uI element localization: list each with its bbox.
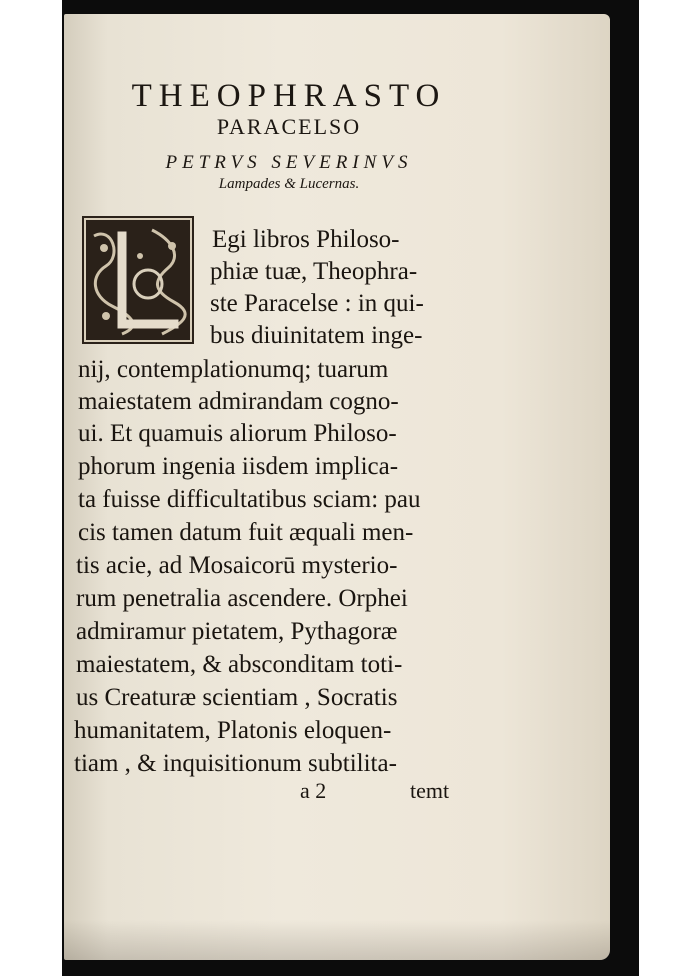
text-line: maiestatem admirandam cogno-: [78, 388, 399, 415]
text-line: ste Paracelse : in qui-: [210, 290, 424, 317]
text-line: humanitatem, Platonis eloquen-: [74, 717, 392, 744]
text-line: phiæ tuæ, Theophra-: [210, 258, 418, 285]
text-line: tis acie, ad Mosaicorū mysterio-: [76, 552, 398, 579]
text-line: bus diuinitatem inge-: [210, 322, 423, 349]
text-line: phorum ingenia iisdem implica-: [78, 453, 399, 480]
text-line: ui. Et quamuis aliorum Philoso-: [78, 420, 397, 447]
text-line: nij, contemplationumq; tuarum: [78, 356, 389, 383]
text-line: cis tamen datum fuit æquali men-: [78, 519, 414, 546]
text-line: us Creaturæ scientiam , Socratis: [76, 684, 398, 711]
ornament-icon: [82, 216, 194, 344]
title-line-2: PARACELSO: [216, 114, 362, 139]
text-line: Egi libros Philoso-: [212, 226, 400, 253]
text-line: ta fuisse difficultatibus sciam: pau: [78, 486, 421, 513]
title-line-4: Lampades & Lucernas.: [218, 176, 360, 192]
ornamental-drop-cap: [82, 216, 194, 344]
title-line-3: PETRVS SEVERINVS: [165, 152, 413, 173]
signature-mark: a 2: [300, 778, 327, 803]
catchword: temt: [410, 778, 450, 803]
drop-cap-letter: L: [82, 216, 83, 217]
text-line: tiam , & inquisitionum subtilita-: [74, 750, 397, 777]
text-line: admiramur pietatem, Pythagoræ: [76, 618, 398, 645]
book-page: [64, 14, 610, 960]
text-line: maiestatem, & absconditam toti-: [76, 651, 403, 678]
title-line-1: THEOPHRASTO: [131, 78, 447, 114]
text-line: rum penetralia ascendere. Orphei: [76, 585, 408, 612]
